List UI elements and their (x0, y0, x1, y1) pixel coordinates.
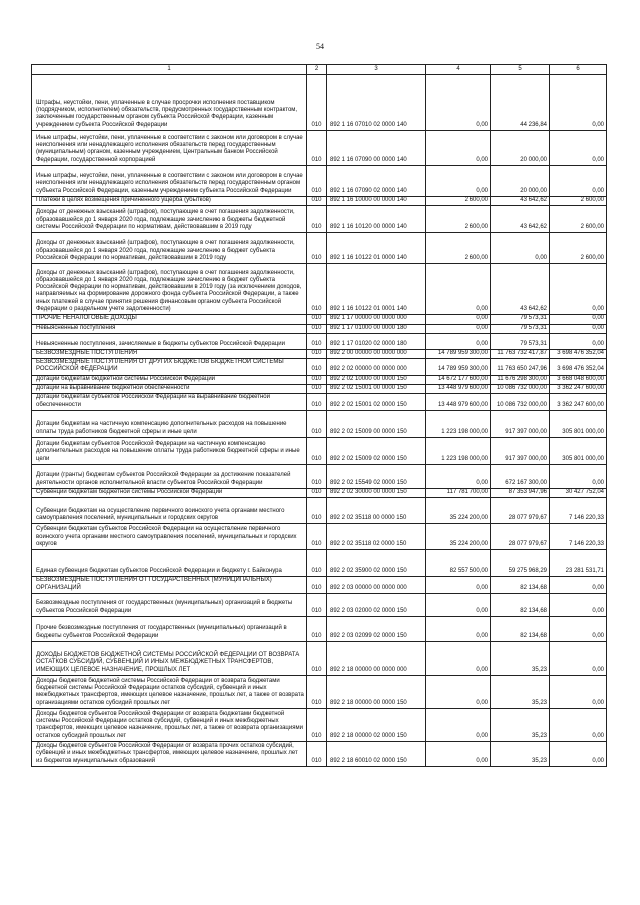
row-value-executed: 10 086 732 000,00 (491, 385, 550, 394)
table-row (32, 498, 607, 524)
row-value-executed: 43 642,62 (491, 264, 550, 315)
row-name: Доходы бюджетов субъектов Российской Федерации от возврата прочих остатков субсидий, субвенций и иных межбюджетных трансфертов, имеющих целевое назначение, прошлых лет из бюджетов муниципальных образований (32, 741, 307, 766)
row-value-unexecuted: 305 801 000,00 (550, 437, 607, 464)
row-value-approved: 0,00 (426, 264, 491, 315)
row-value-executed: 59 275 968,29 (491, 550, 550, 577)
row-value-approved: 2 600,00 (426, 197, 491, 206)
row-value-unexecuted: 23 281 531,71 (550, 550, 607, 577)
row-name: ПРОЧИЕ НЕНАЛОГОВЫЕ ДОХОДЫ (32, 315, 307, 324)
row-kbk: 892 2 02 00000 00 0000 000 (327, 359, 426, 376)
row-value-approved: 14 789 959 300,00 (426, 349, 491, 358)
row-name: Доходы от денежных взысканий (штрафов), поступающие в счет погашения задолженности, образовавшейся до 1 января 2020 года, подлежащие зачислению в бюджет субъекта Российской Федерации по нормативам, действовавшим в 2019 году (за исключением доходов, направляемых на формирование дорожного фонда субъекта Российской Федерации, а также иных платежей в случае принятия решения финансовым органом субъекта Российской Федерации о раздельном учете задолженности) (32, 264, 307, 315)
row-value-approved: 0,00 (426, 593, 491, 616)
row-name: Иные штрафы, неустойки, пени, уплаченные в соответствии с законом или договором в случае неисполнения или ненадлежащего исполнения обязательств перед государственным (муниципальным) органом, казенным учреждением, Центральным банком Российской Федерации, государственной корпорацией (32, 131, 307, 166)
table-row (32, 741, 607, 766)
row-value-unexecuted: 2 600,00 (550, 197, 607, 206)
row-value-approved: 0,00 (426, 166, 491, 197)
table-row (32, 616, 607, 641)
row-value-executed: 20 000,00 (491, 131, 550, 166)
row-value-approved: 0,00 (426, 315, 491, 324)
page-number: 54 (316, 42, 324, 51)
row-value-unexecuted: 0,00 (550, 166, 607, 197)
table-row (32, 437, 607, 464)
row-value-executed: 0,00 (491, 233, 550, 264)
row-value-unexecuted: 3 362 247 600,00 (550, 394, 607, 411)
row-kbk: 892 2 02 35900 02 0000 150 (327, 550, 426, 577)
row-kbk: 892 1 17 00000 00 0000 000 (327, 315, 426, 324)
row-value-unexecuted: 7 146 220,33 (550, 524, 607, 550)
row-kbk: 892 1 16 07090 00 0000 140 (327, 131, 426, 166)
row-value-unexecuted: 0,00 (550, 75, 607, 131)
row-code: 010 (307, 550, 327, 577)
table-row (32, 197, 607, 206)
header-row (32, 65, 607, 75)
row-value-executed: 28 077 979,67 (491, 498, 550, 524)
row-code: 010 (307, 708, 327, 741)
row-code: 010 (307, 324, 327, 333)
row-kbk: 892 1 16 10122 01 0000 140 (327, 233, 426, 264)
row-name: Невыясненные поступления (32, 324, 307, 333)
row-kbk: 892 2 02 30000 00 0000 150 (327, 488, 426, 497)
row-code: 010 (307, 741, 327, 766)
row-code: 010 (307, 233, 327, 264)
table-row (32, 708, 607, 741)
row-value-approved: 0,00 (426, 324, 491, 333)
row-value-unexecuted: 0,00 (550, 616, 607, 641)
row-value-approved: 2 600,00 (426, 233, 491, 264)
row-code: 010 (307, 593, 327, 616)
row-value-approved: 0,00 (426, 577, 491, 594)
row-kbk: 892 2 03 02000 02 0000 150 (327, 593, 426, 616)
row-kbk: 892 2 03 00000 00 0000 000 (327, 577, 426, 594)
row-value-unexecuted: 0,00 (550, 264, 607, 315)
row-value-unexecuted: 0,00 (550, 641, 607, 675)
row-name: Штрафы, неустойки, пени, уплаченные в случае просрочки исполнения поставщиком (подрядчиком, исполнителем) обязательств, предусмотренных государственным контрактом, заключенным государственным органом субъекта Российской Федерации, казенным учреждением субъекта Российской Федерации (32, 75, 307, 131)
table-row (32, 394, 607, 411)
row-code: 010 (307, 410, 327, 437)
row-value-unexecuted: 2 600,00 (550, 206, 607, 233)
row-kbk: 892 2 02 10000 00 0000 150 (327, 375, 426, 384)
row-value-executed: 35,23 (491, 741, 550, 766)
row-value-executed: 79 573,31 (491, 324, 550, 333)
table-row (32, 593, 607, 616)
row-code: 010 (307, 616, 327, 641)
table-row (32, 375, 607, 384)
table-row (32, 577, 607, 594)
table-row (32, 550, 607, 577)
row-value-unexecuted: 30 427 752,04 (550, 488, 607, 497)
row-code: 010 (307, 75, 327, 131)
row-kbk: 892 2 02 15549 02 0000 150 (327, 464, 426, 488)
row-kbk: 892 2 00 00000 00 0000 000 (327, 349, 426, 358)
row-code: 010 (307, 197, 327, 206)
row-kbk: 892 1 16 10120 00 0000 140 (327, 206, 426, 233)
row-value-executed: 11 676 298 300,00 (491, 375, 550, 384)
row-value-executed: 35,23 (491, 641, 550, 675)
row-value-executed: 917 397 000,00 (491, 437, 550, 464)
row-name: Дотации бюджетам субъектов Российской Федерации на выравнивание бюджетной обеспеченности (32, 394, 307, 411)
row-value-unexecuted: 0,00 (550, 675, 607, 708)
table-row (32, 410, 607, 437)
row-value-unexecuted: 0,00 (550, 577, 607, 594)
row-code: 010 (307, 498, 327, 524)
row-kbk: 892 2 03 02099 02 0000 150 (327, 616, 426, 641)
row-value-approved: 1 223 198 000,00 (426, 437, 491, 464)
row-code: 010 (307, 641, 327, 675)
row-name: Субвенции бюджетам бюджетной системы Российской Федерации (32, 488, 307, 497)
row-code: 010 (307, 437, 327, 464)
table-row (32, 233, 607, 264)
row-code: 010 (307, 206, 327, 233)
row-value-executed: 672 167 300,00 (491, 464, 550, 488)
row-value-executed: 87 353 947,96 (491, 488, 550, 497)
row-name: БЕЗВОЗМЕЗДНЫЕ ПОСТУПЛЕНИЯ ОТ ГОСУДАРСТВЕННЫХ (МУНИЦИПАЛЬНЫХ) ОРГАНИЗАЦИЙ (32, 577, 307, 594)
row-value-unexecuted: 3 668 048 600,00 (550, 375, 607, 384)
row-name: Прочие безвозмездные поступления от государственных (муниципальных) организаций в бюджеты субъектов Российской Федерации (32, 616, 307, 641)
table-row (32, 464, 607, 488)
row-value-unexecuted: 3 698 476 352,04 (550, 359, 607, 376)
header-col-3: 3 (327, 65, 426, 75)
row-kbk: 892 2 02 15009 02 0000 150 (327, 437, 426, 464)
row-name: БЕЗВОЗМЕЗДНЫЕ ПОСТУПЛЕНИЯ (32, 349, 307, 358)
row-value-approved: 0,00 (426, 333, 491, 349)
row-value-approved: 117 781 700,00 (426, 488, 491, 497)
row-code: 010 (307, 577, 327, 594)
row-value-executed: 82 134,68 (491, 616, 550, 641)
row-name: Невыясненные поступления, зачисляемые в бюджеты субъектов Российской Федерации (32, 333, 307, 349)
revenue-table (31, 64, 607, 767)
row-value-approved: 2 600,00 (426, 206, 491, 233)
row-code: 010 (307, 464, 327, 488)
row-name: Единая субвенция бюджетам субъектов Российской Федерации и бюджету г. Байконура (32, 550, 307, 577)
row-value-executed: 79 573,31 (491, 315, 550, 324)
row-value-approved: 13 448 979 600,00 (426, 385, 491, 394)
row-value-approved: 35 224 200,00 (426, 524, 491, 550)
row-kbk: 892 2 02 35118 00 0000 150 (327, 498, 426, 524)
table-row (32, 349, 607, 358)
row-value-executed: 79 573,31 (491, 333, 550, 349)
row-value-unexecuted: 2 600,00 (550, 233, 607, 264)
table-row (32, 131, 607, 166)
row-value-unexecuted: 0,00 (550, 593, 607, 616)
row-value-unexecuted: 0,00 (550, 708, 607, 741)
row-value-approved: 14 672 177 600,00 (426, 375, 491, 384)
row-code: 010 (307, 359, 327, 376)
row-value-executed: 10 086 732 000,00 (491, 394, 550, 411)
row-value-approved: 13 448 979 600,00 (426, 394, 491, 411)
row-name: Безвозмездные поступления от государственных (муниципальных) организаций в бюджеты субъектов Российской Федерации (32, 593, 307, 616)
table-row (32, 166, 607, 197)
row-value-unexecuted: 3 698 476 352,04 (550, 349, 607, 358)
row-value-unexecuted: 305 801 000,00 (550, 410, 607, 437)
row-value-approved: 0,00 (426, 675, 491, 708)
row-value-executed: 44 236,84 (491, 75, 550, 131)
row-kbk: 892 1 16 07010 02 0000 140 (327, 75, 426, 131)
row-value-unexecuted: 0,00 (550, 333, 607, 349)
table-row (32, 488, 607, 497)
row-name: Доходы бюджетов субъектов Российской Федерации от возврата бюджетами бюджетной системы Российской Федерации остатков субсидий, субвенций и иных межбюджетных трансфертов, имеющих целевое назначение, прошлых лет, а также от возврата организациями остатков субсидий прошлых лет (32, 708, 307, 741)
table-row (32, 385, 607, 394)
row-value-unexecuted: 0,00 (550, 315, 607, 324)
row-value-approved: 0,00 (426, 741, 491, 766)
row-name: Дотации бюджетам бюджетной системы Российской Федерации (32, 375, 307, 384)
table-row (32, 333, 607, 349)
row-value-approved: 0,00 (426, 708, 491, 741)
header-col-5: 5 (491, 65, 550, 75)
row-value-unexecuted: 7 146 220,33 (550, 498, 607, 524)
row-name: Дотации бюджетам субъектов Российской Федерации на частичную компенсацию дополнительных расходов на повышение оплаты труда работников бюджетной сферы и иные цели (32, 437, 307, 464)
table-row (32, 524, 607, 550)
row-kbk: 892 1 17 01000 00 0000 180 (327, 324, 426, 333)
row-value-unexecuted: 0,00 (550, 131, 607, 166)
row-name: Платежи в целях возмещения причиненного ущерба (убытков) (32, 197, 307, 206)
row-value-approved: 0,00 (426, 616, 491, 641)
row-name: Субвенции бюджетам субъектов Российской Федерации на осуществление первичного воинского учета органами местного самоуправления поселений, муниципальных и городских округов (32, 524, 307, 550)
row-value-approved: 0,00 (426, 75, 491, 131)
row-name: Доходы бюджетов бюджетной системы Российской Федерации от возврата бюджетами бюджетной системы Российской Федерации остатков субсидий, субвенций и иных межбюджетных трансфертов, имеющих целевое назначение, прошлых лет, а также от возврата организациями остатков субсидий прошлых лет (32, 675, 307, 708)
row-code: 010 (307, 315, 327, 324)
row-name: Дотации на выравнивание бюджетной обеспеченности (32, 385, 307, 394)
row-name: Иные штрафы, неустойки, пени, уплаченные в соответствии с законом или договором в случае неисполнения или ненадлежащего исполнения обязательств перед государственным органом субъекта Российской Федерации, казенным учреждением субъекта Российской Федерации (32, 166, 307, 197)
row-kbk: 892 2 02 15001 00 0000 150 (327, 385, 426, 394)
row-value-unexecuted: 0,00 (550, 741, 607, 766)
row-value-approved: 0,00 (426, 131, 491, 166)
table-row (32, 264, 607, 315)
row-value-approved: 0,00 (426, 464, 491, 488)
header-col-2: 2 (307, 65, 327, 75)
row-value-executed: 11 763 650 247,96 (491, 359, 550, 376)
row-kbk: 892 2 02 15009 00 0000 150 (327, 410, 426, 437)
row-kbk: 892 1 16 10122 01 0001 140 (327, 264, 426, 315)
row-kbk: 892 2 18 00000 02 0000 150 (327, 708, 426, 741)
row-value-executed: 82 134,68 (491, 577, 550, 594)
row-code: 010 (307, 375, 327, 384)
row-code: 010 (307, 488, 327, 497)
row-value-unexecuted: 0,00 (550, 324, 607, 333)
row-value-executed: 82 134,68 (491, 593, 550, 616)
row-name: БЕЗВОЗМЕЗДНЫЕ ПОСТУПЛЕНИЯ ОТ ДРУГИХ БЮДЖЕТОВ БЮДЖЕТНОЙ СИСТЕМЫ РОССИЙСКОЙ ФЕДЕРАЦИИ (32, 359, 307, 376)
row-name: Доходы от денежных взысканий (штрафов), поступающие в счет погашения задолженности, образовавшейся до 1 января 2020 года, подлежащие зачислению в бюджеты бюджетной системы Российской Федерации по нормативам, действовавшим в 2019 году (32, 206, 307, 233)
table-row (32, 75, 607, 131)
row-value-unexecuted: 3 362 247 600,00 (550, 385, 607, 394)
row-kbk: 892 1 17 01020 02 0000 180 (327, 333, 426, 349)
row-kbk: 892 2 18 00000 00 0000 000 (327, 641, 426, 675)
row-code: 010 (307, 131, 327, 166)
row-value-executed: 11 763 732 417,87 (491, 349, 550, 358)
row-code: 010 (307, 394, 327, 411)
header-col-1: 1 (32, 65, 307, 75)
row-value-approved: 0,00 (426, 641, 491, 675)
row-kbk: 892 2 18 00000 00 0000 150 (327, 675, 426, 708)
row-name: Дотации бюджетам на частичную компенсацию дополнительных расходов на повышение оплаты труда работников бюджетной сферы и иные цели (32, 410, 307, 437)
row-code: 010 (307, 264, 327, 315)
table-row (32, 641, 607, 675)
row-code: 010 (307, 385, 327, 394)
row-code: 010 (307, 524, 327, 550)
row-kbk: 892 1 16 10000 00 0000 140 (327, 197, 426, 206)
row-name: Дотации (гранты) бюджетам субъектов Российской Федерации за достижение показателей деятельности органов исполнительной власти субъектов Российской Федерации (32, 464, 307, 488)
row-code: 010 (307, 166, 327, 197)
row-name: ДОХОДЫ БЮДЖЕТОВ БЮДЖЕТНОЙ СИСТЕМЫ РОССИЙСКОЙ ФЕДЕРАЦИИ ОТ ВОЗВРАТА ОСТАТКОВ СУБСИДИЙ, СУБВЕНЦИЙ И ИНЫХ МЕЖБЮДЖЕТНЫХ ТРАНСФЕРТОВ, ИМЕЮЩИХ ЦЕЛЕВОЕ НАЗНАЧЕНИЕ, ПРОШЛЫХ ЛЕТ (32, 641, 307, 675)
row-code: 010 (307, 675, 327, 708)
row-value-approved: 82 557 500,00 (426, 550, 491, 577)
row-name: Субвенции бюджетам на осуществление первичного воинского учета органами местного самоуправления поселений, муниципальных и городских округов (32, 498, 307, 524)
header-col-6: 6 (550, 65, 607, 75)
table-row (32, 315, 607, 324)
header-col-4: 4 (426, 65, 491, 75)
table-row (32, 675, 607, 708)
row-value-executed: 917 397 000,00 (491, 410, 550, 437)
row-kbk: 892 1 16 07090 02 0000 140 (327, 166, 426, 197)
row-value-approved: 35 224 200,00 (426, 498, 491, 524)
row-value-executed: 35,23 (491, 708, 550, 741)
row-value-executed: 43 642,62 (491, 206, 550, 233)
row-kbk: 892 2 02 35118 02 0000 150 (327, 524, 426, 550)
row-value-approved: 14 789 959 300,00 (426, 359, 491, 376)
table-row (32, 206, 607, 233)
row-value-executed: 43 642,62 (491, 197, 550, 206)
table-row (32, 359, 607, 376)
row-value-executed: 20 000,00 (491, 166, 550, 197)
row-value-executed: 28 077 979,67 (491, 524, 550, 550)
row-kbk: 892 2 02 15001 02 0000 150 (327, 394, 426, 411)
row-code: 010 (307, 349, 327, 358)
row-kbk: 892 2 18 60010 02 0000 150 (327, 741, 426, 766)
row-value-executed: 35,23 (491, 675, 550, 708)
row-value-approved: 1 223 198 000,00 (426, 410, 491, 437)
table-row (32, 324, 607, 333)
row-name: Доходы от денежных взысканий (штрафов), поступающие в счет погашения задолженности, образовавшейся до 1 января 2020 года, подлежащие зачислению в бюджет субъекта Российской Федерации по нормативам, действовавшим в 2019 году (32, 233, 307, 264)
row-value-unexecuted: 0,00 (550, 464, 607, 488)
row-code: 010 (307, 333, 327, 349)
